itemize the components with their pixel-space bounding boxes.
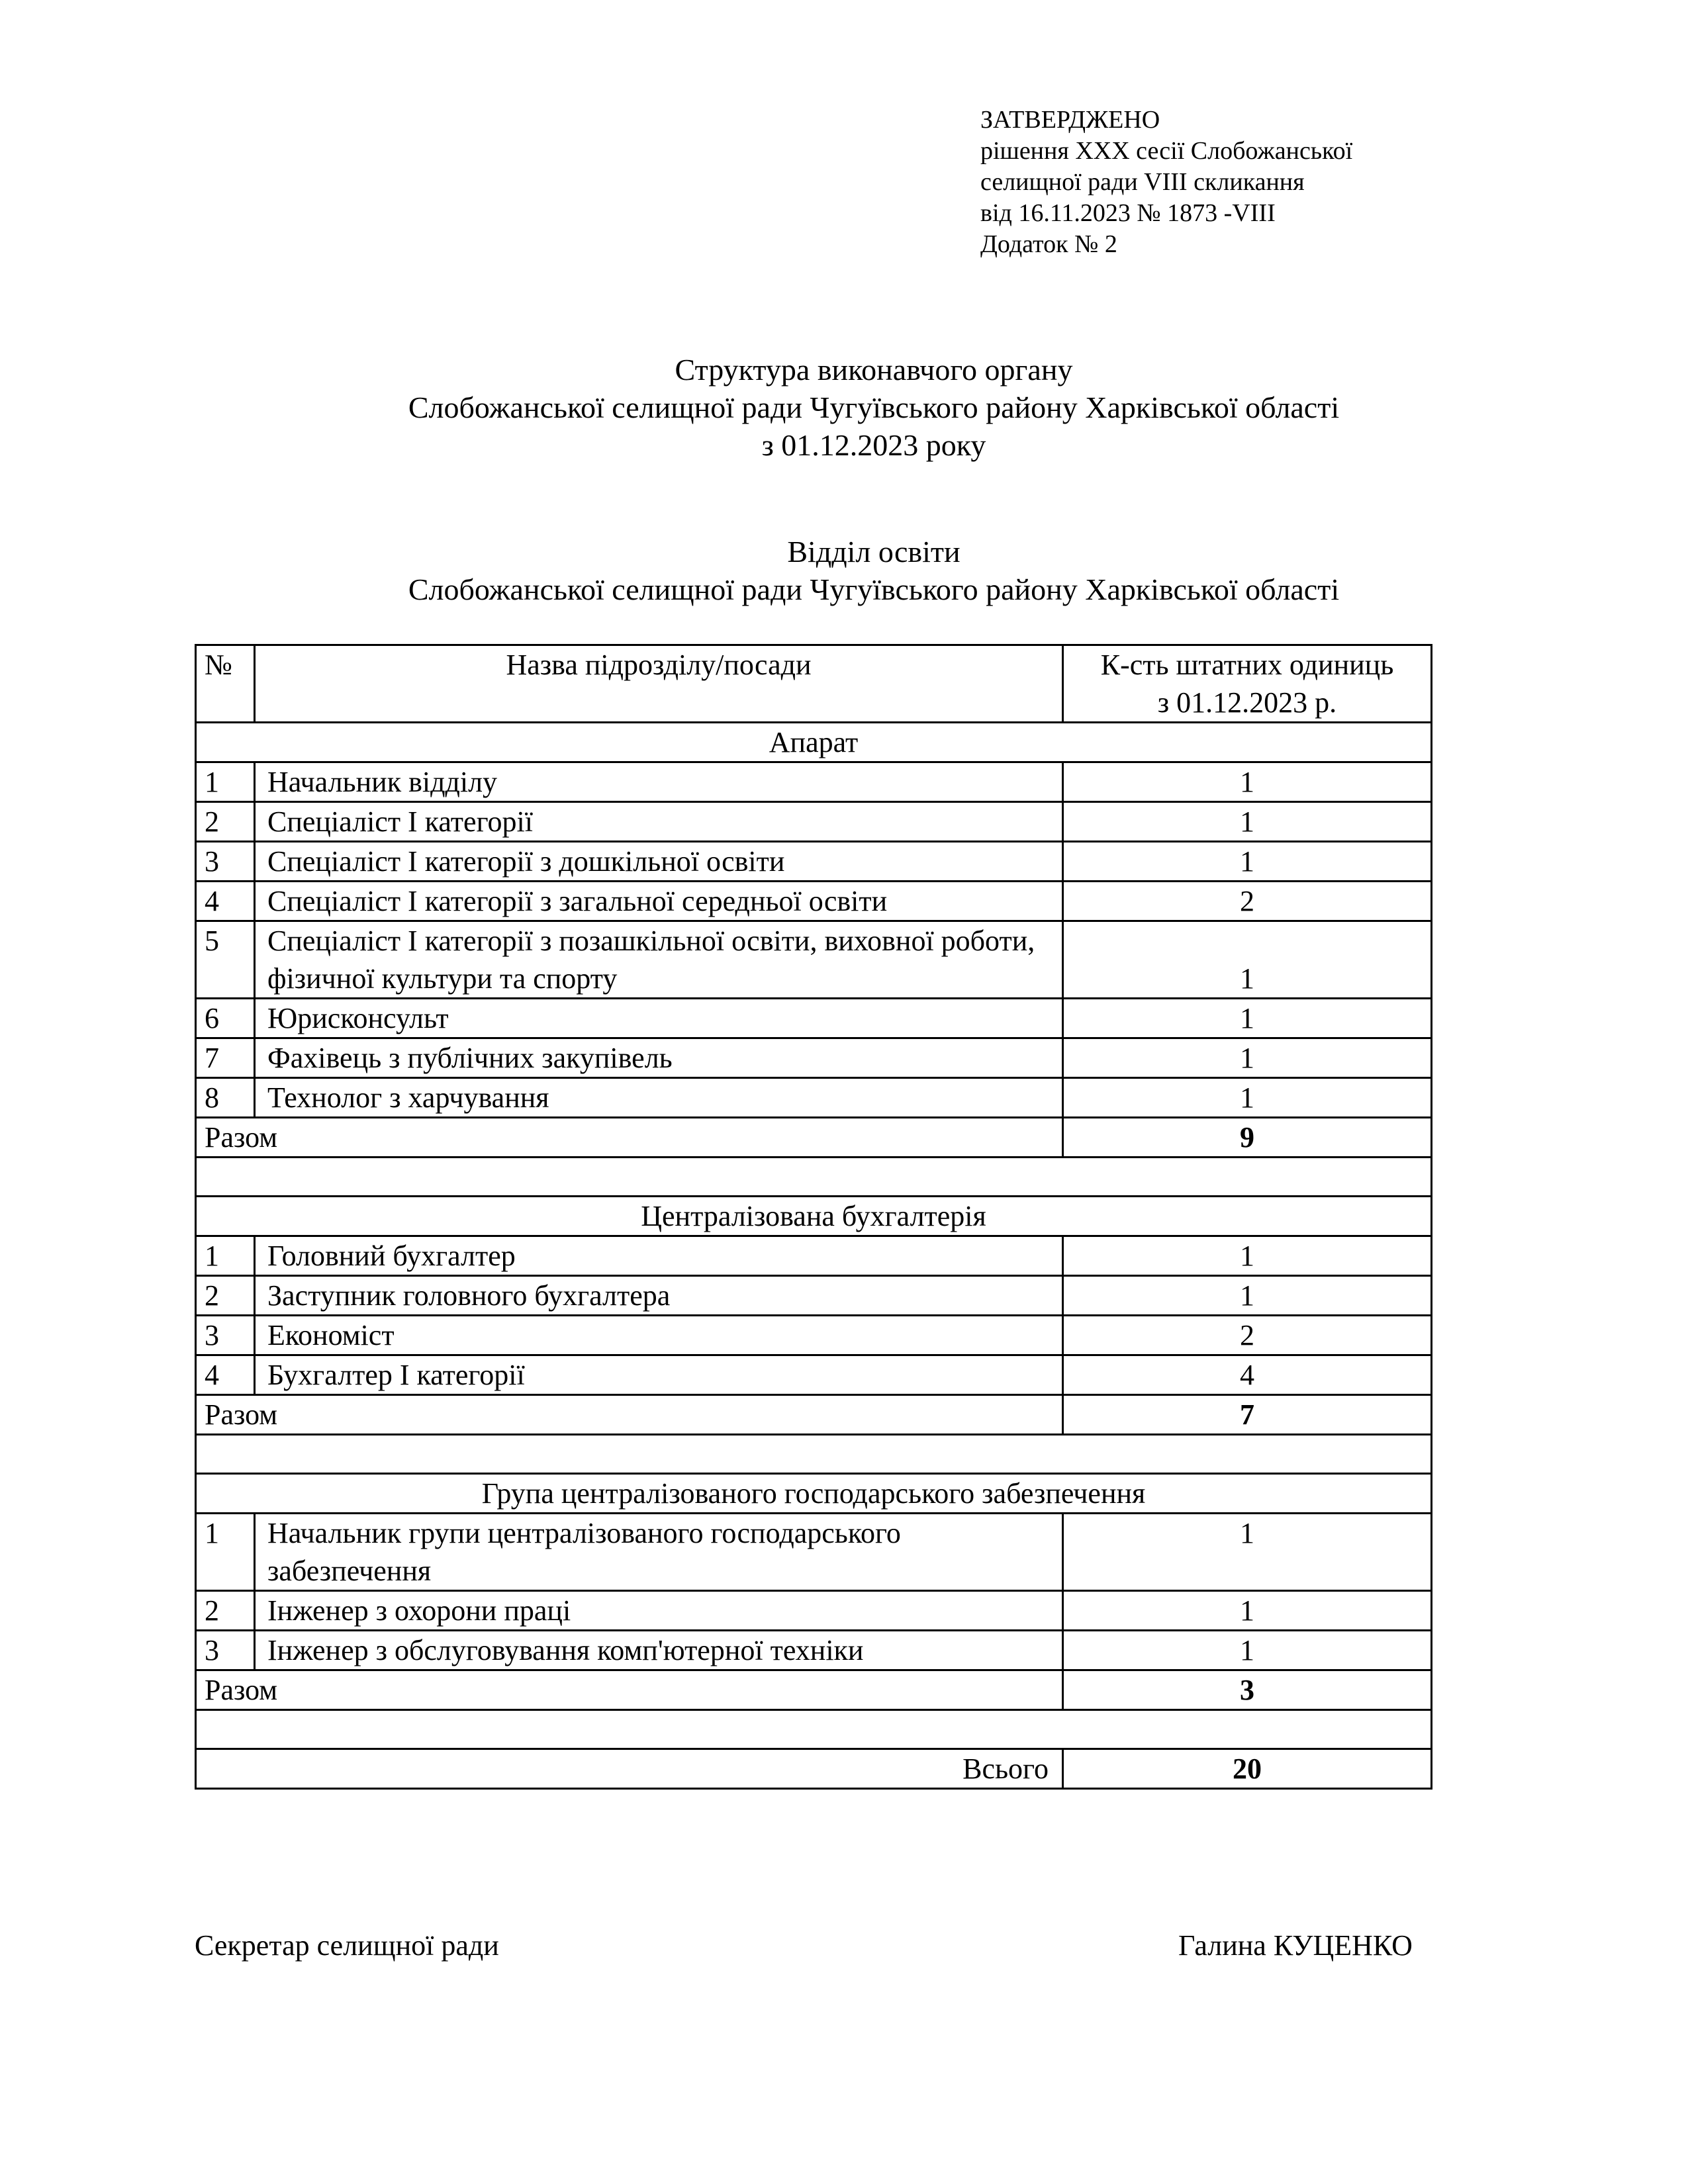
row-name: Юрисконсульт: [255, 999, 1063, 1038]
subtotal-row: [196, 1118, 1432, 1158]
subtotal-value: 7: [1063, 1395, 1432, 1435]
row-count: 4: [1063, 1355, 1432, 1395]
row-num: 3: [196, 842, 255, 882]
row-num: 2: [196, 1591, 255, 1631]
title-line: Слобожанської селищної ради Чугуївського району Харківської області: [408, 390, 1340, 424]
row-count: 1: [1063, 1514, 1432, 1591]
row-name: Інженер з охорони праці: [255, 1591, 1063, 1631]
header-name: Назва підрозділу/посади: [255, 645, 1063, 723]
row-num: 7: [196, 1038, 255, 1078]
grand-total-row: [196, 1749, 1432, 1789]
row-name: Економіст: [255, 1316, 1063, 1355]
row-name: Начальник групи централізованого господарського забезпечення: [255, 1514, 1063, 1591]
row-name: Фахівець з публічних закупівель: [255, 1038, 1063, 1078]
row-name: Технолог з харчування: [255, 1078, 1063, 1118]
approval-line: ЗАТВЕРДЖЕНО: [980, 106, 1160, 134]
table-row: [196, 921, 1432, 999]
approval-line: рішення ХХХ сесії Слобожанської: [980, 137, 1353, 165]
row-num: 4: [196, 1355, 255, 1395]
row-num: 1: [196, 762, 255, 802]
table-row: [196, 882, 1432, 921]
subtitle-line: Слобожанської селищної ради Чугуївського району Харківської області: [408, 572, 1340, 606]
row-num: 2: [196, 802, 255, 842]
section-title: Група централізованого господарського забезпечення: [196, 1474, 1432, 1514]
row-num: 3: [196, 1316, 255, 1355]
row-name: Головний бухгалтер: [255, 1236, 1063, 1276]
row-count: 1: [1063, 1236, 1432, 1276]
row-count: 1: [1063, 1276, 1432, 1316]
grand-total-value: 20: [1063, 1749, 1432, 1789]
row-num: 6: [196, 999, 255, 1038]
approval-line: Додаток № 2: [980, 230, 1117, 258]
spacer-cell: [196, 1158, 1432, 1197]
table-row: [196, 1236, 1432, 1276]
table-row: [196, 1276, 1432, 1316]
section-title-row: [196, 1197, 1432, 1236]
row-name: Бухгалтер І категорії: [255, 1355, 1063, 1395]
document-subtitle: [0, 533, 1688, 608]
subtotal-label: Разом: [196, 1118, 1063, 1158]
table-row: [196, 1078, 1432, 1118]
signature-name: Галина КУЦЕНКО: [1178, 1929, 1413, 1962]
row-num: 1: [196, 1236, 255, 1276]
row-name: Спеціаліст І категорії з дошкільної освіти: [255, 842, 1063, 882]
row-name: Спеціаліст І категорії: [255, 802, 1063, 842]
approval-block: [980, 105, 1352, 260]
row-count: 1: [1063, 1591, 1432, 1631]
table-row: [196, 1038, 1432, 1078]
row-count: 2: [1063, 1316, 1432, 1355]
spacer-row: [196, 1710, 1432, 1749]
row-count: 1: [1063, 762, 1432, 802]
row-name: Начальник відділу: [255, 762, 1063, 802]
subtotal-row: [196, 1670, 1432, 1710]
row-name: Спеціаліст І категорії з загальної середньої освіти: [255, 882, 1063, 921]
title-line: з 01.12.2023 року: [761, 428, 986, 462]
table-row: [196, 1514, 1432, 1591]
row-num: 3: [196, 1631, 255, 1670]
row-num: 4: [196, 882, 255, 921]
approval-line: від 16.11.2023 № 1873 -VIII: [980, 199, 1276, 227]
row-count: 1: [1063, 1078, 1432, 1118]
row-count: 1: [1063, 802, 1432, 842]
row-name: Заступник головного бухгалтера: [255, 1276, 1063, 1316]
staff-table: [195, 644, 1432, 1790]
spacer-row: [196, 1158, 1432, 1197]
header-count-line1: К-сть штатних одиниць: [1100, 649, 1394, 681]
row-num: 8: [196, 1078, 255, 1118]
table-row: [196, 1355, 1432, 1395]
row-count: 1: [1063, 921, 1432, 999]
table-row: [196, 999, 1432, 1038]
signature-position: Секретар селищної ради: [195, 1929, 499, 1962]
spacer-cell: [196, 1435, 1432, 1474]
spacer-cell: [196, 1710, 1432, 1749]
row-count: 1: [1063, 842, 1432, 882]
row-num: 2: [196, 1276, 255, 1316]
table-row: [196, 1591, 1432, 1631]
document-title: [0, 351, 1688, 464]
section-title-row: [196, 723, 1432, 762]
table-row: [196, 802, 1432, 842]
header-num: №: [196, 645, 255, 723]
table-row: [196, 1316, 1432, 1355]
section-title-row: [196, 1474, 1432, 1514]
section-title: Централізована бухгалтерія: [196, 1197, 1432, 1236]
table-header-row: [196, 645, 1432, 723]
grand-total-label: Всього: [196, 1749, 1063, 1789]
section-title: Апарат: [196, 723, 1432, 762]
spacer-row: [196, 1435, 1432, 1474]
table-row: [196, 1631, 1432, 1670]
subtotal-value: 3: [1063, 1670, 1432, 1710]
title-line: Структура виконавчого органу: [675, 353, 1073, 387]
row-name: Інженер з обслуговування комп'ютерної техніки: [255, 1631, 1063, 1670]
header-count: [1063, 645, 1432, 723]
subtitle-line: Відділ освіти: [787, 535, 961, 569]
subtotal-value: 9: [1063, 1118, 1432, 1158]
approval-line: селищної ради VIII скликання: [980, 168, 1305, 196]
table-row: [196, 842, 1432, 882]
table-row: [196, 762, 1432, 802]
row-count: 2: [1063, 882, 1432, 921]
subtotal-label: Разом: [196, 1670, 1063, 1710]
row-name: Спеціаліст І категорії з позашкільної освіти, виховної роботи, фізичної культури та спорту: [255, 921, 1063, 999]
subtotal-row: [196, 1395, 1432, 1435]
row-num: 1: [196, 1514, 255, 1591]
row-count: 1: [1063, 999, 1432, 1038]
row-num: 5: [196, 921, 255, 999]
header-count-line2: з 01.12.2023 р.: [1157, 686, 1337, 719]
row-count: 1: [1063, 1631, 1432, 1670]
row-count: 1: [1063, 1038, 1432, 1078]
subtotal-label: Разом: [196, 1395, 1063, 1435]
